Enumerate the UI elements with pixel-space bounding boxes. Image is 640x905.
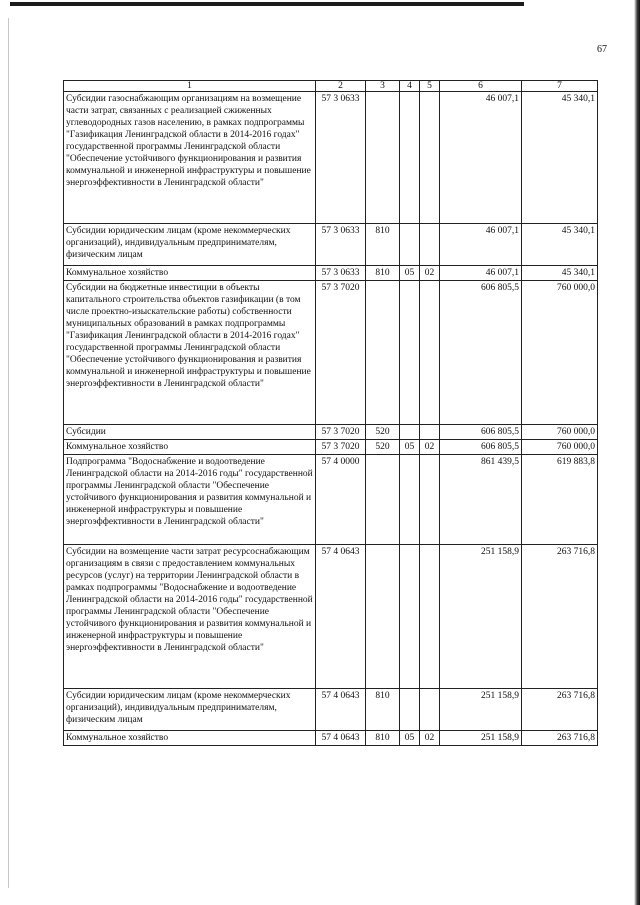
section-code [400, 545, 420, 689]
row-name: Коммунальное хозяйство [64, 731, 316, 746]
expense-type-code: 810 [366, 224, 400, 266]
scan-edge-right [634, 0, 640, 905]
amount-year-1: 251 158,9 [440, 689, 522, 731]
row-name: Субсидии юридическим лицам (кроме некоммерческих организаций), индивидуальным предпринимателям, физическим лицам [64, 224, 316, 266]
subsection-code [420, 455, 440, 545]
row-name: Субсидии [64, 425, 316, 440]
column-header: 3 [366, 81, 400, 92]
amount-year-1: 46 007,1 [440, 266, 522, 281]
column-header: 7 [522, 81, 598, 92]
amount-year-1: 46 007,1 [440, 224, 522, 266]
row-name: Коммунальное хозяйство [64, 266, 316, 281]
amount-year-1: 606 805,5 [440, 425, 522, 440]
subsection-code: 02 [420, 266, 440, 281]
table-row [64, 455, 598, 545]
amount-year-2: 760 000,0 [522, 281, 598, 425]
target-code: 57 3 0633 [316, 224, 366, 266]
subsection-code [420, 425, 440, 440]
expense-type-code [366, 455, 400, 545]
column-header: 2 [316, 81, 366, 92]
column-number-row [64, 81, 598, 92]
table-row [64, 281, 598, 425]
section-code [400, 425, 420, 440]
amount-year-2: 263 716,8 [522, 689, 598, 731]
row-name: Коммунальное хозяйство [64, 440, 316, 455]
expense-type-code [366, 545, 400, 689]
expense-type-code: 810 [366, 266, 400, 281]
table-row [64, 731, 598, 746]
expense-type-code [366, 92, 400, 224]
target-code: 57 4 0643 [316, 731, 366, 746]
expense-type-code: 810 [366, 731, 400, 746]
column-header: 6 [440, 81, 522, 92]
expense-type-code: 520 [366, 440, 400, 455]
amount-year-2: 263 716,8 [522, 731, 598, 746]
target-code: 57 4 0643 [316, 689, 366, 731]
subsection-code: 02 [420, 731, 440, 746]
section-code [400, 224, 420, 266]
section-code [400, 281, 420, 425]
subsection-code: 02 [420, 440, 440, 455]
scan-edge-left [8, 18, 9, 888]
amount-year-2: 45 340,1 [522, 92, 598, 224]
target-code: 57 4 0643 [316, 545, 366, 689]
column-header: 5 [420, 81, 440, 92]
amount-year-2: 45 340,1 [522, 224, 598, 266]
table-row [64, 224, 598, 266]
table-row [64, 425, 598, 440]
target-code: 57 3 0633 [316, 266, 366, 281]
row-name: Подпрограмма "Водоснабжение и водоотведение Ленинградской области на 2014-2016 годы" государственной программы Ленинградской области "Обеспечение устойчивого функционирования и развития коммунальной и инженерной инфраструктуры и повышение энергоэффективности в Ленинградской области" [64, 455, 316, 545]
table-row [64, 689, 598, 731]
amount-year-1: 46 007,1 [440, 92, 522, 224]
amount-year-2: 619 883,8 [522, 455, 598, 545]
row-name: Субсидии газоснабжающим организациям на возмещение части затрат, связанных с реализацией сжиженных углеводородных газов населению, в рамках подпрограммы "Газификация Ленинградской области в 2014-2016 годах" государственной программы Ленинградской области "Обеспечение устойчивого функционирования и развития коммунальной и инженерной инфраструктуры и повышение энергоэффективности в Ленинградской области" [64, 92, 316, 224]
table-row [64, 440, 598, 455]
section-code: 05 [400, 266, 420, 281]
target-code: 57 3 0633 [316, 92, 366, 224]
scan-edge-top [10, 2, 524, 6]
section-code [400, 455, 420, 545]
section-code: 05 [400, 440, 420, 455]
row-name: Субсидии юридическим лицам (кроме некоммерческих организаций), индивидуальным предпринимателям, физическим лицам [64, 689, 316, 731]
table-row [64, 92, 598, 224]
expense-type-code: 520 [366, 425, 400, 440]
section-code [400, 92, 420, 224]
expense-type-code: 810 [366, 689, 400, 731]
amount-year-1: 861 439,5 [440, 455, 522, 545]
table-row [64, 545, 598, 689]
target-code: 57 4 0000 [316, 455, 366, 545]
table-row [64, 266, 598, 281]
target-code: 57 3 7020 [316, 281, 366, 425]
page-number: 67 [597, 44, 607, 55]
target-code: 57 3 7020 [316, 440, 366, 455]
row-name: Субсидии на возмещение части затрат ресурсоснабжающим организациям в связи с предоставлением коммунальных ресурсов (услуг) на территории Ленинградской области в рамках подпрограммы "Водоснабжение и водоотведение Ленинградской области на 2014-2016 годы" государственной программы Ленинградской области "Обеспечение устойчивого функционирования и развития коммунальной и инженерной инфраструктуры и повышение энергоэффективности в Ленинградской области" [64, 545, 316, 689]
row-name: Субсидии на бюджетные инвестиции в объекты капитального строительства объектов газификации (в том числе проектно-изыскательские работы) собственности муниципальных образований в рамках подпрограммы "Газификация Ленинградской области в 2014-2016 годах" государственной программы Ленинградской области "Обеспечение устойчивого функционирования и развития коммунальной и инженерной инфраструктуры и повышение энергоэффективности в Ленинградской области" [64, 281, 316, 425]
amount-year-2: 760 000,0 [522, 425, 598, 440]
amount-year-2: 263 716,8 [522, 545, 598, 689]
budget-table [63, 80, 598, 746]
amount-year-1: 606 805,5 [440, 281, 522, 425]
subsection-code [420, 545, 440, 689]
column-header: 1 [64, 81, 316, 92]
target-code: 57 3 7020 [316, 425, 366, 440]
subsection-code [420, 281, 440, 425]
amount-year-1: 606 805,5 [440, 440, 522, 455]
section-code [400, 689, 420, 731]
amount-year-1: 251 158,9 [440, 731, 522, 746]
column-header: 4 [400, 81, 420, 92]
subsection-code [420, 92, 440, 224]
section-code: 05 [400, 731, 420, 746]
subsection-code [420, 689, 440, 731]
subsection-code [420, 224, 440, 266]
amount-year-2: 760 000,0 [522, 440, 598, 455]
amount-year-1: 251 158,9 [440, 545, 522, 689]
amount-year-2: 45 340,1 [522, 266, 598, 281]
expense-type-code [366, 281, 400, 425]
